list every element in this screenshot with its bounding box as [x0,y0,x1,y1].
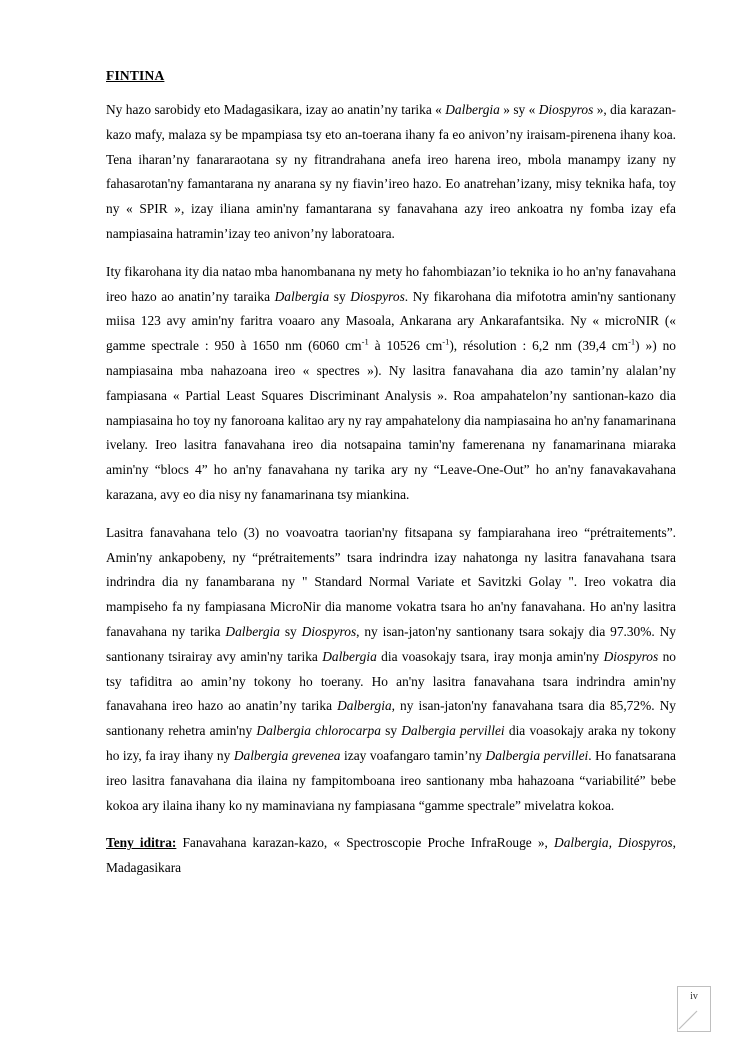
abstract-content [106,68,676,881]
paragraph: Lasitra fanavahana telo (3) no voavoatra taorian'ny fitsapana sy fampiarahana ireo “prétraitements”. Amin'ny ankapobeny, ny “prétraitements” tsara indrindra izay nahatonga ny lasitra fanavahana tsara indrindra dia ny fanambarana ny " Standard Normal Variate et Savitzki Golay ". Ireo vokatra dia mampiseho fa ny fampiasana MicroNir dia manome vokatra tsara ho an'ny fanavahana. Ho an'ny lasitra fanavahana ny tarika Dalbergia sy Diospyros, ny isan-jaton'ny santionany tsara sokajy dia 97.30%. Ny santionany tsirairay avy amin'ny tarika Dalbergia dia voasokajy tsara, iray monja amin'ny Diospyros no tsy tafiditra ao amin’ny tokony ho toerany. Ho an'ny lasitra fanavahana tsara indrindra amin'ny fanavahana ireo hazo ao anatin’ny tarika Dalbergia, ny isan-jaton'ny fanavahana tsara dia 85,72%. Ny santionany rehetra amin'ny Dalbergia chlorocarpa sy Dalbergia pervillei dia voasokajy araka ny tokony ho izy, fa iray ihany ny Dalbergia grevenea izay voafangaro tamin’ny Dalbergia pervillei. Ho fanatsarana ireo lasitra fanavahana dia ilaina ny fampitomboana ireo santionany mba hahazoana “variabilité” bebe kokoa ary ilaina ihany ko ny maminaviana ny fampiasana “gamme spectrale” mivelatra kokoa. [106,524,676,813]
paragraph: Ny hazo sarobidy eto Madagasikara, izay ao anatin’ny tarika « Dalbergia » sy « Diospyros », dia karazan-kazo mafy, malaza sy be mpampiasa tsy eto an-toerana ihany fa eo anivon’ny iraisam-pirenena ihany koa. Tena iharan’ny fanararaotana sy ny fitrandrahana anefa ireo harena ireo, mbola manampy izany ny fahasarotan'ny famantarana ny anarana sy ny fiavin’ireo hazo. Eo anatrehan’izany, misy teknika hafa, toy ny « SPIR », izay iliana amin'ny famantarana sy fanavahana azy ireo ankoatra ny fomba izay efa nampiasaina hatramin’izay teo anivon’ny laboratoara. [106,102,676,241]
paragraph: Ity fikarohana ity dia natao mba hanombanana ny mety ho fahombiazan’io teknika io ho an'ny fanavahana ireo hazo ao anatin’ny taraika Dalbergia sy Diospyros. Ny fikarohana dia mifototra amin'ny santionany miisa 123 avy amin'ny faritra voaaro any Masoala, Ankarana ary Ankarafantsika. Ny « microNIR (« gamme spectrale : 950 à 1650 nm (6060 $cm^{-1}$ à 10526 $cm^{-1}$), résolution : 6,2 nm (39,4 $cm^{-1}$) ») no nampiasaina mba nahazoana ireo « spectres »). Ny lasitra fanavahana dia azo tamin’ny alalan’ny fampiasana « Partial Least Squares Discriminant Analysis ». Roa ampahatelon’ny santionan-kazo dia nampiasaina ho toy ny fanoroana kalitao ary ny ray ampahatelony dia nampiasaina ho an'ny fanamarinana ivelany. Ireo lasitra fanavahana ireo dia notsapaina tamin'ny famerenana ny fanamarinana miaraka amin'ny “blocs 4” ho an'ny fanavahana ny tarika ary ny “Leave-One-Out” ho an'ny fanavakavahana karazana, avy eo dia nisy ny fanamarinana tsy miankina. [106,263,677,502]
keywords-text: Fanavahana karazan-kazo, « Spectroscopie Proche InfraRouge », Dalbergia, Diospyros, Madagasikara [106,835,676,876]
keywords-paragraph [106,831,676,881]
page-number: iv [690,991,698,1002]
abstract-title: FINTINA [106,68,165,83]
corner-fold-icon [678,1005,702,1031]
page-number-box [677,986,711,1032]
keywords-label: Teny iditra: [106,835,177,851]
